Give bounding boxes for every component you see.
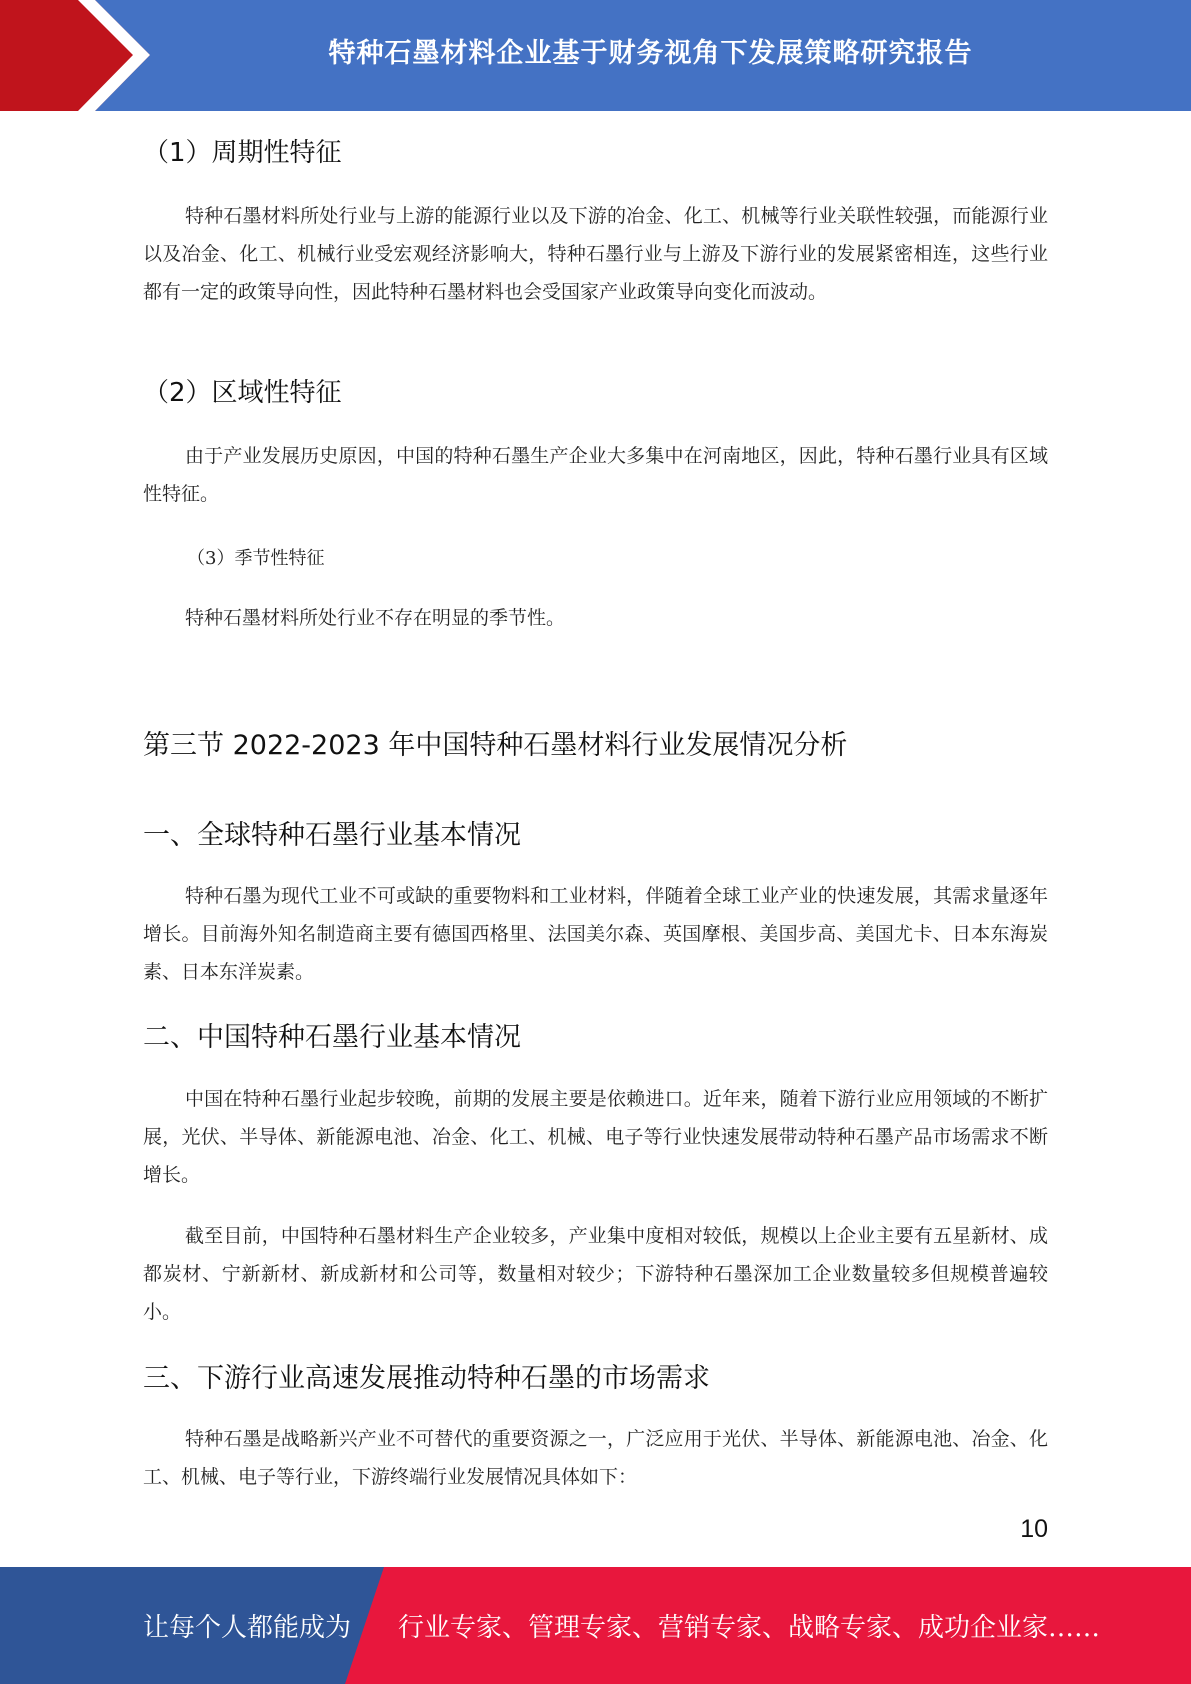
global-heading: 一、全球特种石墨行业基本情况 bbox=[143, 820, 521, 851]
regional-paragraph: 由于产业发展历史原因，中国的特种石墨生产企业大多集中在河南地区，因此，特种石墨行业具有区域性特征。 bbox=[143, 445, 1048, 505]
seasonal-heading: （3）季节性特征 bbox=[187, 548, 325, 569]
footer-slogan-right: 行业专家、管理专家、营销专家、战略专家、成功企业家…… bbox=[398, 1613, 1101, 1643]
cyclical-paragraph: 特种石墨材料所处行业与上游的能源行业以及下游的冶金、化工、机械等行业关联性较强，而能源行业以及冶金、化工、机械行业受宏观经济影响大，特种石墨行业与上游及下游行业的发展紧密相连，这些行业都有一定的政策导向性，因此特种石墨材料也会受国家产业政策导向变化而波动。 bbox=[143, 205, 1048, 303]
china-heading: 二、中国特种石墨行业基本情况 bbox=[143, 1022, 521, 1053]
china-paragraph-2: 截至目前，中国特种石墨材料生产企业较多，产业集中度相对较低，规模以上企业主要有五星新材、成都炭材、宁新新材、新成新材和公司等，数量相对较少；下游特种石墨深加工企业数量较多但规模普遍较小。 bbox=[143, 1225, 1048, 1323]
global-paragraph: 特种石墨为现代工业不可或缺的重要物料和工业材料，伴随着全球工业产业的快速发展，其需求量逐年增长。目前海外知名制造商主要有德国西格里、法国美尔森、英国摩根、美国步高、美国尤卡、日本东海炭素、日本东洋炭素。 bbox=[143, 885, 1048, 983]
chapter-heading: 第三节 2022-2023 年中国特种石墨材料行业发展情况分析 bbox=[143, 730, 848, 761]
document-title: 特种石墨材料企业基于财务视角下发展策略研究报告 bbox=[328, 37, 973, 69]
demand-paragraph: 特种石墨是战略新兴产业不可替代的重要资源之一，广泛应用于光伏、半导体、新能源电池、冶金、化工、机械、电子等行业，下游终端行业发展情况具体如下： bbox=[143, 1428, 1048, 1488]
demand-heading: 三、下游行业高速发展推动特种石墨的市场需求 bbox=[143, 1363, 710, 1394]
page-number: 10 bbox=[1020, 1515, 1048, 1543]
header-banner bbox=[0, 0, 1191, 111]
china-paragraph-1: 中国在特种石墨行业起步较晚，前期的发展主要是依赖进口。近年来，随着下游行业应用领域的不断扩展，光伏、半导体、新能源电池、冶金、化工、机械、电子等行业快速发展带动特种石墨产品市场需求不断增长。 bbox=[143, 1088, 1048, 1186]
regional-heading: （2）区域性特征 bbox=[143, 378, 342, 408]
cyclical-heading: （1）周期性特征 bbox=[143, 138, 342, 168]
seasonal-paragraph: 特种石墨材料所处行业不存在明显的季节性。 bbox=[185, 607, 566, 629]
footer-slogan-left: 让每个人都能成为 bbox=[143, 1613, 352, 1643]
footer-banner bbox=[0, 1567, 1191, 1684]
